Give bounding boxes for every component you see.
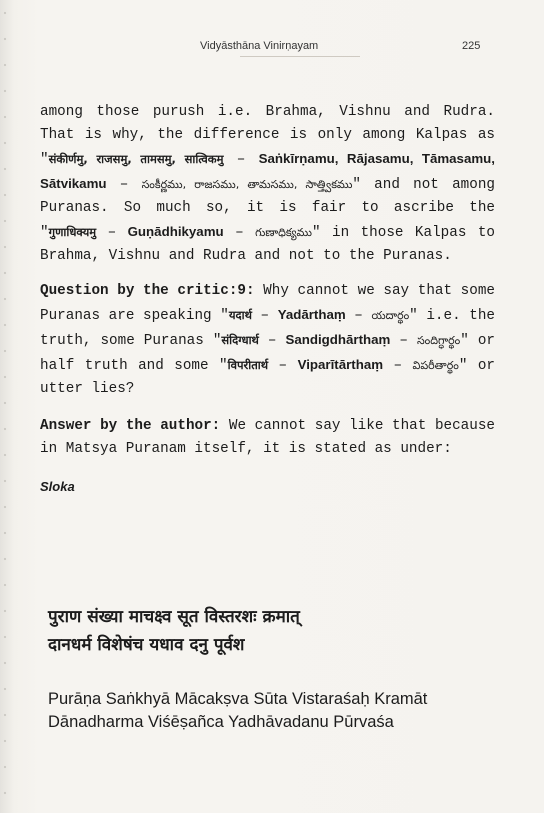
telugu-term: సందిగ్ధార్థం xyxy=(416,334,461,347)
paragraph-question: Question by the critic:9: Why cannot we say that some Puranas are speaking "यदार्थ – Yadārthaṃ – యదార్థం" i.e. the truth, some Puranas "संदिग्धार्थ – Sandigdhārthaṃ – సందిగ్ధార్థం" or half truth and some "विपरीतार्थ – Viparītārthaṃ – విపరీతార్థం" or utter lies? xyxy=(40,283,496,397)
sloka-label: Sloka xyxy=(40,479,75,494)
devanagari-term: संकीर्णमु, राजसमु, तामसमु, सात्विकमु xyxy=(48,152,224,166)
transliteration-line: Purāṇa Saṅkhyā Mācakṣva Sūta Vistaraśaḥ Kramāt xyxy=(48,690,428,708)
running-title: Vidyāsthāna Vinirṇayam xyxy=(200,40,319,52)
telugu-term: విపరీతార్థం xyxy=(412,359,459,372)
devanagari-term: संदिग्धार्थ xyxy=(221,333,259,347)
main-text xyxy=(40,101,495,498)
sanskrit-verse xyxy=(48,603,518,659)
header-rule xyxy=(240,56,360,57)
question-lead: Question by the critic:9: xyxy=(40,283,255,299)
answer-lead: Answer by the author: xyxy=(40,418,221,434)
paragraph-kalpas: among those purush i.e. Brahma, Vishnu and Rudra. That is why, the difference is only among Kalpas as "संकीर्णमु, राजसमु, तामसमु, सात्विकमु – Saṅkīrṇamu, Rājasamu, Tāmasamu, Sātvikamu – సంకీర్ణము, రాజసము, తామసము, సాత్త్వికము" and not among Puranas. So much so, it is fair to ascribe the "गुणाधिक्यमु – Guṇādhikyamu – గుణాధిక్యము" in those Kalpas to Brahma, Vishnu and Rudra and not to the Puranas. xyxy=(40,104,495,264)
binding-edge xyxy=(0,0,10,813)
devanagari-term: यदार्थ xyxy=(228,308,252,322)
telugu-term: గుణాధిక్యము xyxy=(255,226,312,239)
page-header xyxy=(0,40,544,60)
verse-line: दानधर्म विशेषंच यधाव दनु पूर्वश xyxy=(48,635,245,655)
verse-transliteration xyxy=(48,688,518,734)
page-number: 225 xyxy=(462,40,481,52)
transliterated-term: Viparītārthaṃ xyxy=(297,357,384,372)
transliterated-term: Yadārthaṃ xyxy=(277,307,346,322)
telugu-term: సంకీర్ణము, రాజసము, తామసము, సాత్త్వికము xyxy=(141,178,353,191)
paragraph-answer: Answer by the author: We cannot say like that because in Matsya Puranam itself, it is stated as under: xyxy=(40,418,495,457)
transliterated-term: Guṇādhikyamu xyxy=(127,224,224,239)
transliteration-line: Dānadharma Viśēṣañca Yadhāvadanu Pūrvaśa xyxy=(48,713,394,731)
devanagari-term: विपरीतार्थ xyxy=(227,358,269,372)
devanagari-term: गुणाधिक्यमु xyxy=(48,225,97,239)
transliterated-term: Sandigdhārthaṃ xyxy=(285,332,391,347)
telugu-term: యదార్థం xyxy=(371,309,410,322)
transliterated-term: Saṅkīrṇamu, Rājasamu, Tāmasamu, Sātvikamu xyxy=(40,151,495,191)
verse-line: पुराण संख्या माचक्ष्व सूत विस्तरशः क्रमात् xyxy=(48,607,300,627)
